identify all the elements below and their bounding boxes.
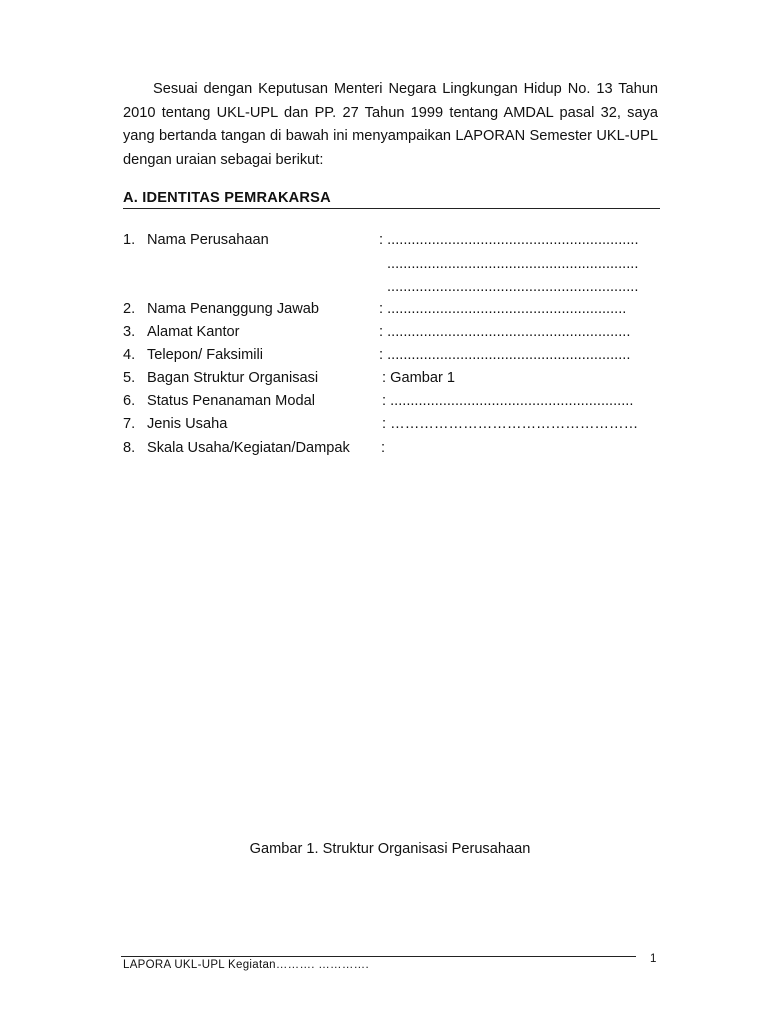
field-value-continuation: .............................................................. (387, 279, 639, 295)
item-label: Bagan Struktur Organisasi (147, 370, 319, 386)
field-value-skala-usaha: : (381, 440, 386, 456)
field-value-jenis-usaha: : …………………………………………… (382, 416, 639, 432)
page-number: 1 (650, 953, 657, 965)
item-number: 8. (123, 440, 136, 456)
item-label: Status Penanaman Modal (147, 393, 315, 409)
footer-divider (121, 956, 636, 957)
section-divider (123, 208, 660, 209)
field-value-bagan-struktur: : Gambar 1 (382, 370, 455, 386)
item-label: Nama Perusahaan (147, 232, 269, 248)
field-value-continuation: .............................................................. (387, 256, 639, 272)
figure-caption: Gambar 1. Struktur Organisasi Perusahaan (249, 841, 531, 857)
item-number: 6. (123, 393, 136, 409)
item-label: Nama Penanggung Jawab (147, 301, 320, 317)
item-number: 7. (123, 416, 136, 432)
field-value-alamat-kantor: : ............................................................ (379, 324, 631, 340)
item-label: Jenis Usaha (147, 416, 228, 432)
section-title: A. IDENTITAS PEMRAKARSA (123, 190, 331, 206)
field-value-telepon-faksimili: : ............................................................ (379, 347, 631, 363)
field-value-status-penanaman-modal: : ............................................................ (382, 393, 634, 409)
item-number: 2. (123, 301, 136, 317)
item-number: 3. (123, 324, 136, 340)
footer-text: LAPORA UKL-UPL Kegiatan………. …………. (123, 959, 369, 971)
item-number: 4. (123, 347, 136, 363)
field-value-nama-penanggung-jawab: : ........................................................... (379, 301, 627, 317)
intro-paragraph: Sesuai dengan Keputusan Menteri Negara Lingkungan Hidup No. 13 Tahun 2010 tentang UKL-UPL dan PP. 27 Tahun 1999 tentang AMDAL pasal 32, saya yang bertanda tangan di bawah ini menyampaikan LAPORAN Semester UKL-UPL dengan uraian sebagai berikut: (123, 81, 658, 168)
item-label: Telepon/ Faksimili (147, 347, 263, 363)
item-number: 1. (123, 232, 136, 248)
item-label: Alamat Kantor (147, 324, 240, 340)
item-number: 5. (123, 370, 136, 386)
item-label: Skala Usaha/Kegiatan/Dampak (147, 440, 350, 456)
field-value-nama-perusahaan: : .............................................................. (379, 232, 639, 248)
